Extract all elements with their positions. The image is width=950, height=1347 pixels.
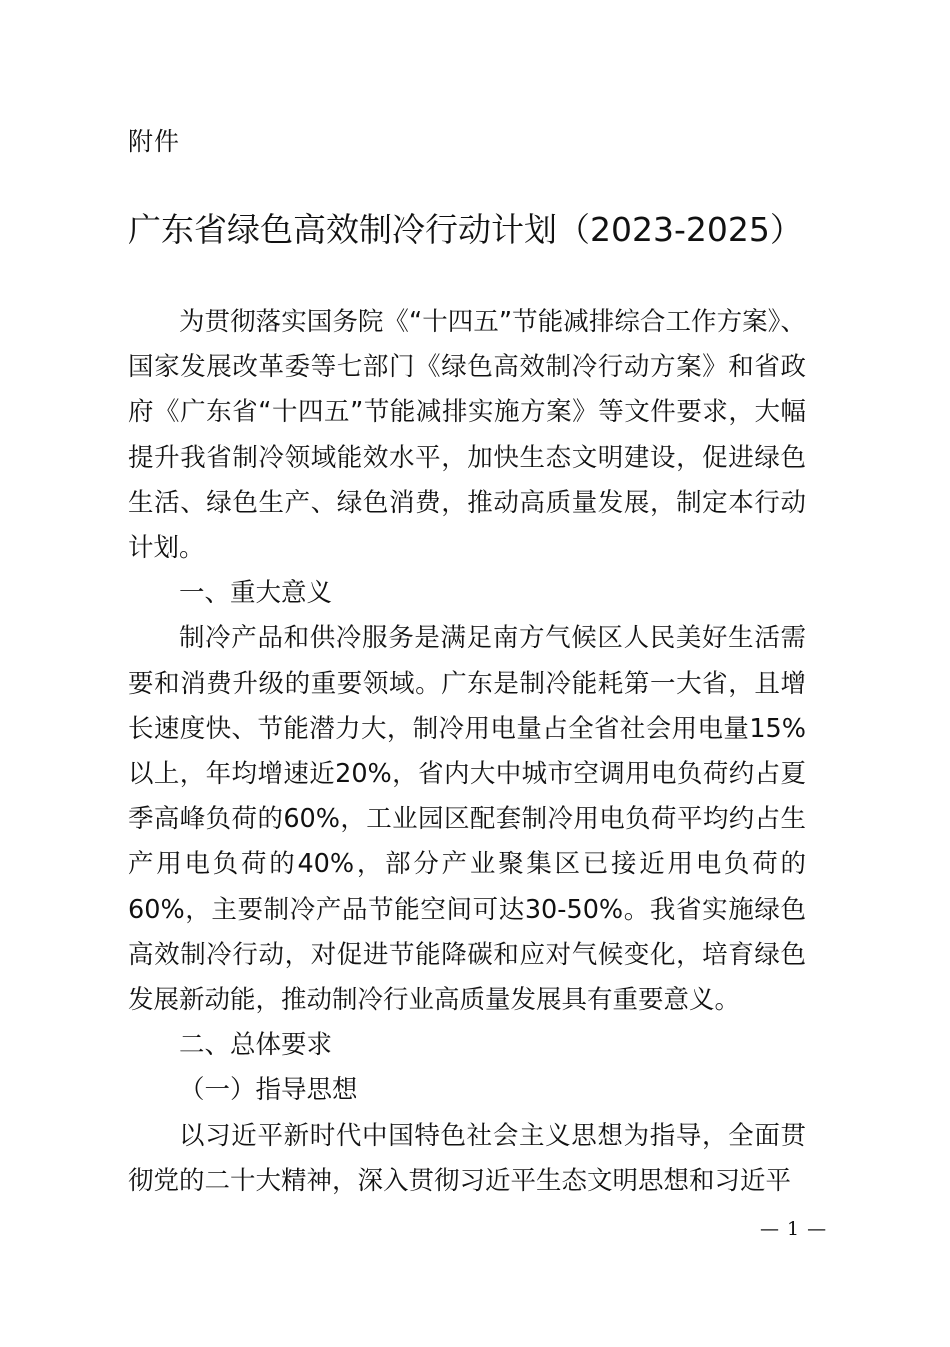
page-number: — 1 — — [760, 1218, 828, 1240]
paragraph-intro: 为贯彻落实国务院《“十四五”节能减排综合工作方案》、国家发展改革委等七部门《绿色高效制冷行动方案》和省政府《广东省“十四五”节能减排实施方案》等文件要求，大幅提升我省制冷领域能效水平，加快生态文明建设，促进绿色生活、绿色生产、绿色消费，推动高质量发展，制定本行动计划。 — [128, 307, 806, 564]
document-title: 广东省绿色高效制冷行动计划（2023-2025） — [128, 210, 803, 249]
attachment-label: 附件 — [128, 127, 181, 156]
paragraph-guiding-ideology: 以习近平新时代中国特色社会主义思想为指导，全面贯彻党的二十大精神，深入贯彻习近平生态文明思想和习近平 — [128, 1120, 806, 1196]
section-heading-general-requirements: 二、总体要求 — [179, 1030, 333, 1061]
paragraph-significance: 制冷产品和供冷服务是满足南方气候区人民美好生活需要和消费升级的重要领域。广东是制冷能耗第一大省，且增长速度快、节能潜力大，制冷用电量占全省社会用电量15%以上，年均增速近20%，省内大中城市空调用电负荷约占夏季高峰负荷的60%，工业园区配套制冷用电负荷平均约占生产用电负荷的40%，部分产业聚集区已接近用电负荷的60%，主要制冷产品节能空间可达30-50%。我省实施绿色高效制冷行动，对促进节能降碳和应对气候变化，培育绿色发展新动能，推动制冷行业高质量发展具有重要意义。 — [128, 623, 806, 1016]
section-heading-significance: 一、重大意义 — [179, 578, 333, 609]
subsection-heading-guiding-ideology: （一）指导思想 — [179, 1075, 358, 1106]
document-body — [128, 300, 806, 1204]
